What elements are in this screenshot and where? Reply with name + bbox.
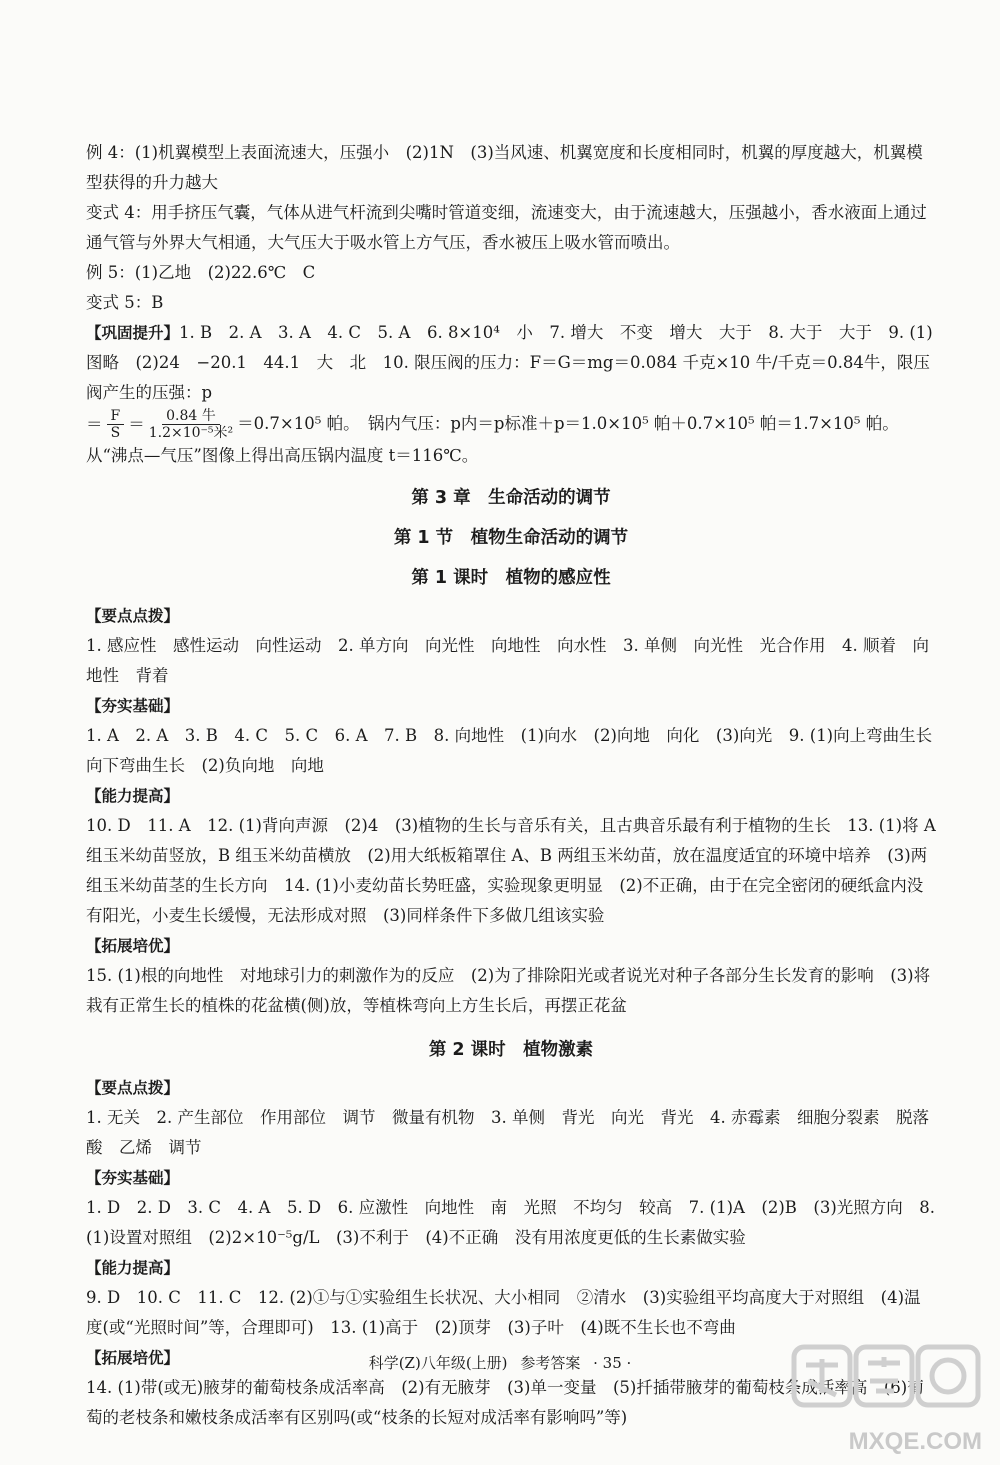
example-5: 例 5：(1)乙地 (2)22.6℃ C <box>86 263 316 282</box>
section-title: 第 1 节 植物生命活动的调节 <box>393 528 629 548</box>
footer-subject: 科学(Z)八年级(上册) <box>368 1354 508 1372</box>
variant-4: 变式 4：用手挤压气囊，气体从进气杆流到尖嘴时管道变细，流速变大，由于流速越大，压强越小，香水液面上通过通气管与外界大气相通，大气压大于吸水管上方气压，香水被压上吸水管而喷出。 <box>86 203 927 252</box>
lesson2-ability: 9. D 10. C 11. C 12. (2)①与①实验组生长状况、大小相同 ②清水 (3)实验组平均高度大于对照组 (4)温度(或“光照时间”等，合理即可) 13. (1)高于 (2)顶芽 (3)子叶 (4)既不生长也不弯曲 <box>86 1288 921 1337</box>
consolidation-text: 1. B 2. A 3. A 4. C 5. A 6. 8×10⁴ 小 7. 增大 不变 增大 大于 8. 大于 大于 9. (1)图略 (2)24 −20.1 44.1 大 北 10. 限压阀的压力：F＝G＝mg＝0.084 千克×10 牛/千克＝0.84牛，限压阀产生的压强：p <box>86 323 933 402</box>
example-4: 例 4：(1)机翼模型上表面流速大，压强小 (2)1N (3)当风速、机翼宽度和长度相同时，机翼的厚度越大，机翼模型获得的升力越大 <box>86 143 923 192</box>
consolidation-tag: 【巩固提升】 <box>86 324 180 342</box>
footer-label: 参考答案 <box>520 1354 581 1372</box>
lesson-1-content <box>86 601 949 1021</box>
lesson1-tag-key-points: 【要点点拨】 <box>86 607 180 625</box>
lesson2-extension: 14. (1)带(或无)腋芽的葡萄枝条成活率高 (2)有无腋芽 (3)单一变量 (5)扦插带腋芽的葡萄枝条成活率高 (6)葡萄的老枝条和嫩枝条成活率有区别吗(或“枝条的长短对成活率有影响吗”等) <box>86 1378 924 1427</box>
fraction-f-over-s <box>107 408 125 441</box>
lesson2-key-points: 1. 无关 2. 产生部位 作用部位 调节 微量有机物 3. 单侧 背光 向光 背光 4. 赤霉素 细胞分裂素 脱落酸 乙烯 调节 <box>86 1108 929 1157</box>
lesson1-tag-basics: 【夯实基础】 <box>86 697 180 715</box>
lesson-1-title: 第 1 课时 植物的感应性 <box>411 568 611 588</box>
chapter-title: 第 3 章 生命活动的调节 <box>411 488 611 508</box>
answer-page <box>86 138 949 1433</box>
consolidation-block <box>86 318 936 471</box>
lesson2-basics: 1. D 2. D 3. C 4. A 5. D 6. 应激性 向地性 南 光照 不均匀 较高 7. (1)A (2)B (3)光照方向 8. (1)设置对照组 (2)2×10⁻⁵g/L (3)不利于 (4)不正确 没有用浓度更低的生长素做实验 <box>86 1198 936 1247</box>
watermark-logo <box>786 1341 986 1459</box>
formula-lhs: ＝ <box>86 414 103 434</box>
lesson2-tag-key-points: 【要点点拨】 <box>86 1079 180 1097</box>
lesson1-key-points: 1. 感应性 感性运动 向性运动 2. 单方向 向光性 向地性 向水性 3. 单侧 向光性 光合作用 4. 顺着 向地性 背着 <box>86 636 929 685</box>
lesson1-tag-extension: 【拓展培优】 <box>86 937 180 955</box>
lesson2-tag-extension: 【拓展培优】 <box>86 1349 180 1367</box>
fraction-values <box>149 408 233 441</box>
lesson1-extension: 15. (1)根的向地性 对地球引力的刺激作为的反应 (2)为了排除阳光或者说光对种子各部分生长发育的影响 (3)将栽有正常生长的植株的花盆横(侧)放，等植株弯向上方生长后，再摆正花盆 <box>86 966 931 1015</box>
watermark-text: MXQE.COM <box>848 1428 982 1455</box>
lesson1-basics: 1. A 2. A 3. B 4. C 5. C 6. A 7. B 8. 向地性 (1)向水 (2)向地 向化 (3)向光 9. (1)向上弯曲生长 向下弯曲生长 (2)负向地 向地 <box>86 726 949 775</box>
lesson-2-title: 第 2 课时 植物激素 <box>428 1040 594 1060</box>
lesson2-tag-basics: 【夯实基础】 <box>86 1169 180 1187</box>
formula-rhs: ＝0.7×10⁵ 帕。 锅内气压：p内＝p标准＋p＝1.0×10⁵ 帕＋0.7×10⁵ 帕＝1.7×10⁵ 帕。从“沸点—气压”图像上得出高压锅内温度 t＝116℃。 <box>86 414 899 465</box>
variant-5: 变式 5：B <box>86 293 164 312</box>
lesson1-tag-ability: 【能力提高】 <box>86 787 180 805</box>
watermark-logo-icon <box>794 1347 978 1405</box>
lesson2-tag-ability: 【能力提高】 <box>86 1259 180 1277</box>
fraction-denominator: 1.2×10⁻⁵米² <box>148 425 234 441</box>
fraction-denominator: S <box>110 425 121 441</box>
pressure-formula: ＝ $\frac{F}{S}$ ＝ $\frac{\text{0.84 牛}}{\text{1.2×10⁻⁵米²}}$ <box>86 408 234 441</box>
lesson1-ability: 10. D 11. A 12. (1)背向声源 (2)4 (3)植物的生长与音乐有关，且古典音乐最有利于植物的生长 13. (1)将 A 组玉米幼苗竖放，B 组玉米幼苗横放 (2)用大纸板箱罩住 A、B 两组玉米幼苗，放在温度适宜的环境中培养 (3)两组玉米幼苗茎的生长方向 14. (1)小麦幼苗长势旺盛，实验现象更明显 (2)不正确，由于在完全密闭的硬纸盒内没有阳光，小麦生长缓慢，无法形成对照 (3)同样条件下多做几组该实验 <box>86 816 936 925</box>
fraction-numerator: 0.84 牛 <box>162 408 220 425</box>
fraction-numerator: F <box>107 408 125 425</box>
page-number: · 35 · <box>593 1354 632 1372</box>
